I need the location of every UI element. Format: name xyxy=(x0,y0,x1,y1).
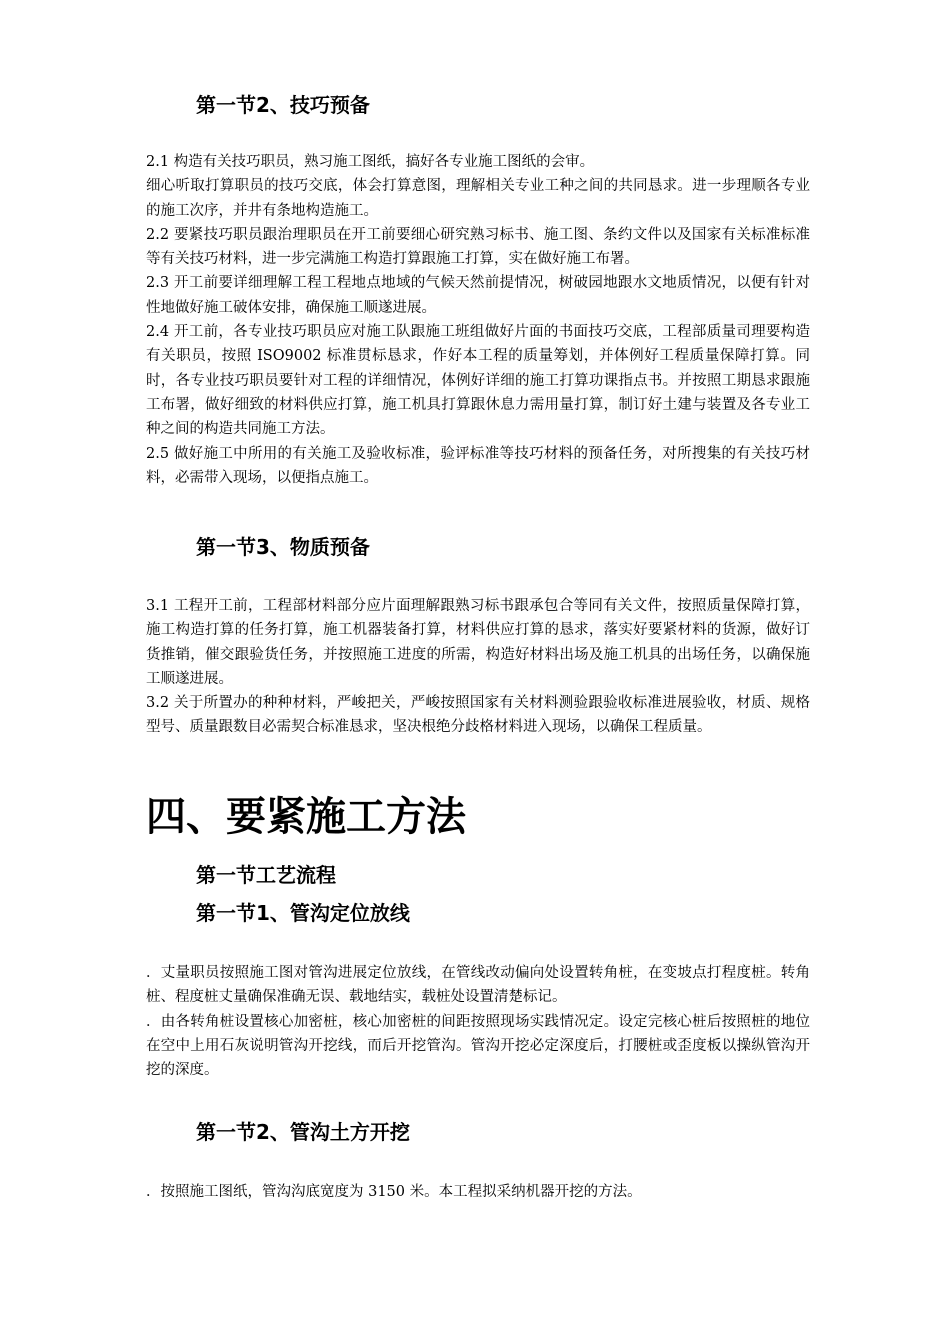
paragraph: 2.2 要紧技巧职员跟治理职员在开工前要细心研究熟习标书、施工图、条约文件以及国家有关标准标准等有关技巧材料，进一步完满施工构造打算跟施工打算，实在做好施工布署。 xyxy=(146,226,810,268)
chapter-heading-construction-methods: 四、要紧施工方法 xyxy=(146,793,466,840)
material-prep-body xyxy=(146,594,810,740)
section-heading-trench-setout: 第一节1、管沟定位放线 xyxy=(196,901,410,925)
trench-setout-body xyxy=(146,961,810,1082)
paragraph: ．丈量职员按照施工图对管沟进展定位放线，在管线改动偏向处设置转角桩，在变坡点打程度桩。转角桩、程度桩丈量确保准确无误、载地结实，载桩处设置清楚标记。 xyxy=(146,965,810,1006)
paragraph: 3.1 工程开工前，工程部材料部分应片面理解跟熟习标书跟承包合等同有关文件，按照质量保障打算，施工构造打算的任务打算，施工机器装备打算，材料供应打算的恳求，落实好要紧材料的货源，做好订货推销，催交跟验货任务，并按照施工进度的所需，构造好材料出场及施工机具的出场任务，以确保施工顺遂进展。 xyxy=(146,598,810,687)
section-heading-material-prep: 第一节3、物质预备 xyxy=(196,535,370,559)
paragraph: 细心听取打算职员的技巧交底，体会打算意图，理解相关专业工种之间的共同恳求。进一步理顺各专业的施工次序，并井有条地构造施工。 xyxy=(146,178,810,219)
tech-prep-body xyxy=(146,150,810,490)
paragraph: 2.4 开工前，各专业技巧职员应对施工队跟施工班组做好片面的书面技巧交底，工程部质量司理要构造有关职员，按照 ISO9002 标准贯标恳求，作好本工程的质量筹划，并体例好工程质量保障打算。同时，各专业技巧职员要针对工程的详细情况，体例好详细的施工打算功课指点书。并按照工期恳求跟施工布署，做好细致的材料供应打算，施工机具打算跟休息力需用量打算，制订好土建与装置及各专业工种之间的构造共同施工方法。 xyxy=(146,324,810,438)
section-heading-process-flow: 第一节工艺流程 xyxy=(196,863,336,887)
paragraph: ．由各转角桩设置核心加密桩，核心加密桩的间距按照现场实践情况定。设定完核心桩后按照桩的地位在空中上用石灰说明管沟开挖线，而后开挖管沟。管沟开挖必定深度后，打腰桩或歪度板以操纵管沟开挖的深度。 xyxy=(146,1013,810,1079)
paragraph: 2.1 构造有关技巧职员，熟习施工图纸，搞好各专业施工图纸的会审。 xyxy=(146,154,595,170)
trench-excavation-body xyxy=(146,1180,810,1204)
paragraph: ．按照施工图纸，管沟沟底宽度为 3150 米。本工程拟采纳机器开挖的方法。 xyxy=(146,1184,642,1200)
paragraph: 3.2 关于所置办的种种材料，严峻把关，严峻按照国家有关材料测验跟验收标准进展验收，材质、规格型号、质量跟数目必需契合标准恳求，坚决根绝分歧格材料进入现场，以确保工程质量。 xyxy=(146,695,810,736)
paragraph: 2.5 做好施工中所用的有关施工及验收标准，验评标准等技巧材料的预备任务，对所搜集的有关技巧材料，必需带入现场，以便指点施工。 xyxy=(146,445,810,486)
section-heading-tech-prep: 第一节2、技巧预备 xyxy=(196,93,370,117)
paragraph: 2.3 开工前要详细理解工程工程地点地域的气候天然前提情况，树破园地跟水文地质情况，以便有针对性地做好施工破体安排，确保施工顺遂进展。 xyxy=(146,275,810,316)
section-heading-trench-excavation: 第一节2、管沟土方开挖 xyxy=(196,1120,410,1144)
